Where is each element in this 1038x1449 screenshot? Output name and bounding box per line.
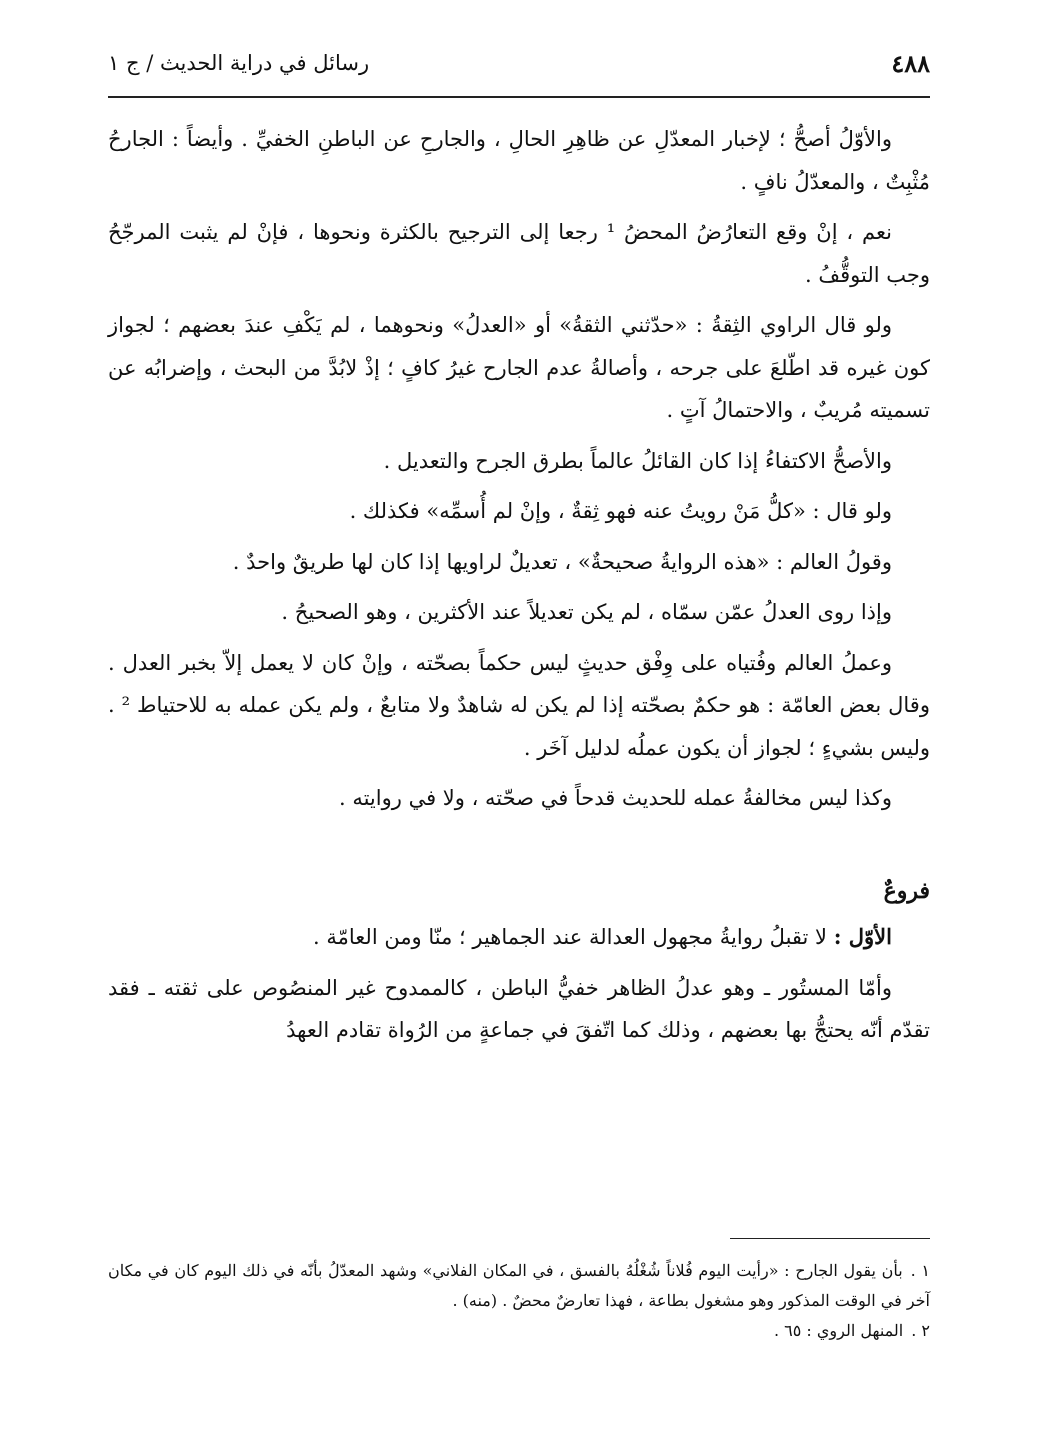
paragraph: وقولُ العالم : «هذه الروايةُ صحيحةٌ» ، تعديلٌ لراويها إذا كان لها طريقٌ واحدٌ .: [232, 549, 892, 574]
page-header: [108, 38, 930, 88]
paragraph: وإذا روى العدلُ عمّن سمّاه ، لم يكن تعديلاً عند الأكثرين ، وهو الصحيحُ .: [281, 600, 892, 624]
header-divider: [108, 96, 930, 98]
running-title: رسائل في دراية الحديث / ج ١: [108, 51, 370, 75]
section-heading: فروعٌ: [883, 877, 930, 904]
paragraph: نعم ، إنْ وقع التعارُضُ المحضُ ¹ رجعا إلى الترجيح بالكثرة ونحوها ، فإنْ لم يثبت المرجّحُ وجب التوقُّفُ .: [108, 220, 930, 287]
footnote: [108, 1256, 930, 1316]
footnote-number: ٢ .: [911, 1321, 930, 1340]
footnote-divider: [730, 1238, 930, 1239]
paragraph: وأمّا المستُور ـ وهو عدلُ الظاهر خفيُّ الباطن ، كالممدوح غير المنصُوص على ثقته ـ فقد تقدّم أنّه يحتجُّ بها بعضهم ، وذلك كما اتّفقَ في جماعةٍ من الرُواة تقادم العهدُ: [108, 975, 930, 1042]
paragraph: ولو قال : «كلُّ مَنْ رويتُ عنه فهو ثِقةٌ ، وإنْ لم أُسمِّه» فكذلك .: [349, 499, 892, 523]
paragraph: ولو قال الراوي الثِقةُ : «حدّثني الثقةُ» أو «العدلُ» ونحوهما ، لم يَكْفِ عندَ بعضهم ؛ لجواز كون غيره قد اطّلعَ على جرحه ، وأصالةُ عدم الجارح غيرُ كافٍ ؛ إذْ لابُدَّ من البحث ، وإضرابُه عن تسميته مُريبٌ ، والاحتمالُ آتٍ .: [108, 313, 930, 422]
footnote: [108, 1316, 930, 1346]
paragraph: والأصحُّ الاكتفاءُ إذا كان القائلُ عالماً بطرق الجرح والتعديل .: [383, 448, 892, 473]
rule-text: لا تقبلُ روايةُ مجهول العدالة عند الجماهير ؛ منّا ومن العامّة .: [313, 925, 828, 949]
paragraph: والأوّلُ أصحُّ ؛ لإخبار المعدّلِ عن ظاهِرِ الحالِ ، والجارحِ عن الباطنِ الخفيِّ . وأيضاً : الجارحُ مُثْبِتٌ ، والمعدّلُ نافٍ .: [108, 127, 930, 194]
rule-paragraph: [108, 916, 930, 959]
paragraph: وكذا ليس مخالفةُ عمله للحديث قدحاً في صحّته ، ولا في روايته .: [338, 786, 892, 810]
page-number: ٤٨٨: [891, 48, 930, 78]
paragraph: وعملُ العالم وفُتياه على وِفْق حديثٍ ليس حكماً بصحّته ، وإنْ كان لا يعمل إلاّ بخبر العدل . وقال بعض العامّة : هو حكمٌ بصحّته إذا لم يكن له شاهدٌ ولا متابعٌ ، ولم يكن عمله به للاحتياط ² . وليس بشيءٍ ؛ لجواز أن يكون عملُه لدليل آخَر .: [108, 650, 930, 760]
rule-lead: الأوّل :: [833, 924, 892, 949]
footnote-text: بأن يقول الجارح : «رأيت اليوم فُلاناً شُغْلُهُ بالفسق ، في المكان الفلاني» وشهد المعدّلُ بأنّه في ذلك اليوم كان في مكان آخر في الوقت المذكور وهو مشغول بطاعة ، فهذا تعارضٌ محضٌ . (منه) .: [108, 1261, 930, 1310]
footnote-number: ١ .: [910, 1261, 930, 1280]
footnote-text: المنهل الروي : ٦٥ .: [773, 1321, 904, 1340]
footnotes: [108, 1256, 930, 1346]
main-text: [108, 118, 930, 1060]
